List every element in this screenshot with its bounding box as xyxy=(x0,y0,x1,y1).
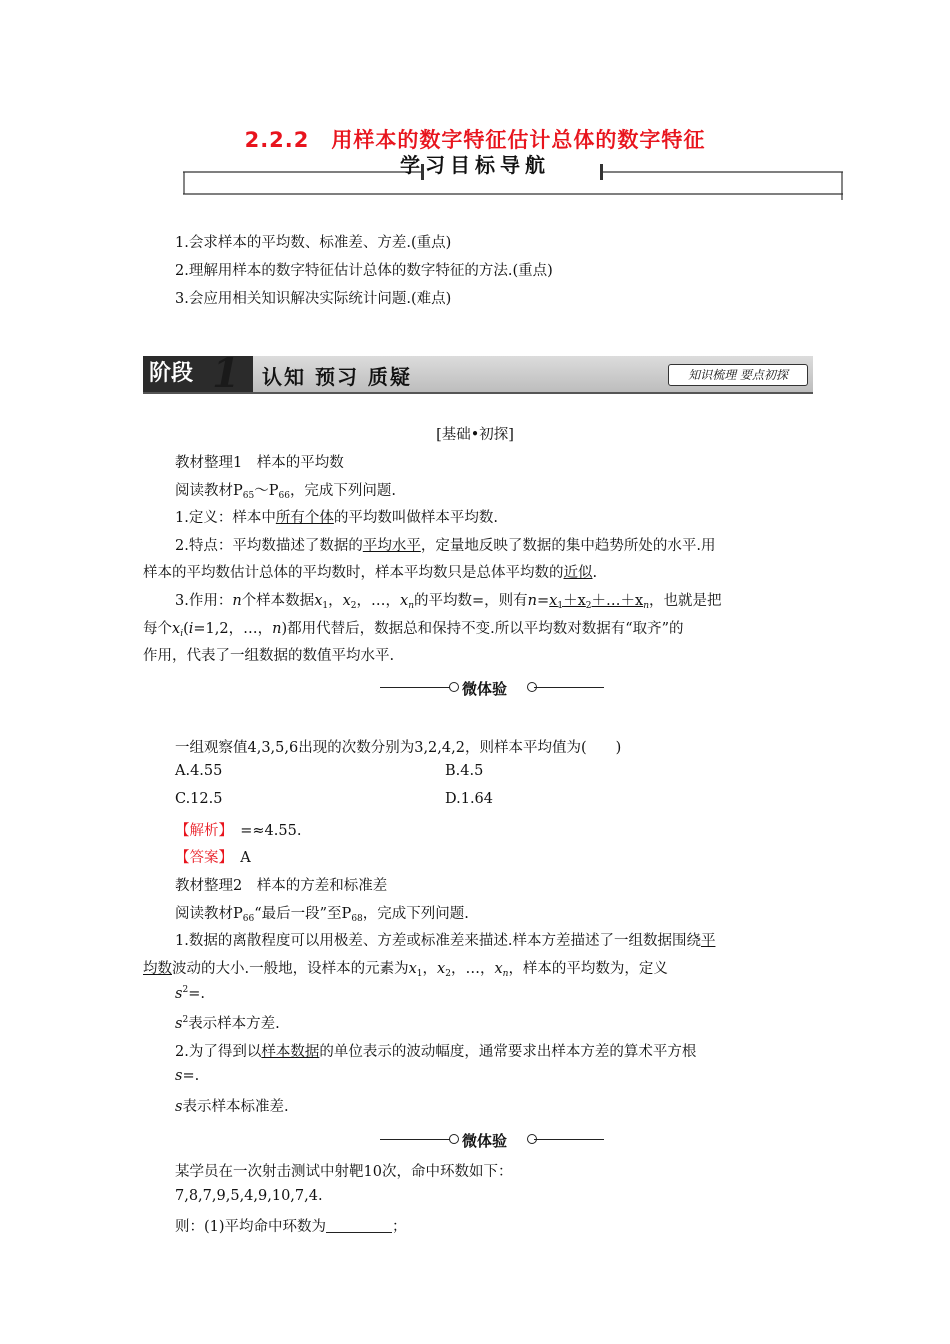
divider-line-left xyxy=(380,1139,452,1140)
q2-stem: 某学员在一次射击测试中射靶10次，命中环数如下： xyxy=(175,1164,513,1180)
s2-read: 阅读教材$P_{66}“$最后一段”至$P_{68}$，完成下列问题. xyxy=(175,906,469,924)
micro-label: 微体验 xyxy=(462,680,508,698)
s1-use: 3.作用：n个样本数据$x_1$，$x_2$，…，$x_n$的平均数=，则有$n=x_1+x_2+\dots+x_n$，也就是把 xyxy=(175,593,722,611)
micro-label: 微体验 xyxy=(462,1132,508,1150)
s2-p3: 2.为了得到以样本数据的单位表示的波动幅度，通常要求出样本方差的算术平方根 xyxy=(175,1044,697,1060)
s1-use-cont2: 作用，代表了一组数据的数值平均水平. xyxy=(143,648,395,664)
s1-use-cont: 每个$x_i(i=1,2$，…，n)都用代替后，数据总和保持不变.所以平均数对数据有“取齐”的 xyxy=(143,621,684,639)
q1-option-d: D.1.64 xyxy=(445,791,494,807)
answer-blank[interactable] xyxy=(326,1218,392,1233)
variance-formula: $s^2=$. xyxy=(175,985,205,1002)
answer-label: 【答案】 xyxy=(175,850,226,866)
s1-definition: 1.定义：样本中所有个体的平均数叫做样本平均数. xyxy=(175,510,498,526)
s2-heading: 教材整理2 样本的方差和标准差 xyxy=(175,878,388,894)
s1-heading: 教材整理1 样本的平均数 xyxy=(175,455,344,471)
q1-option-a: A.4.55 xyxy=(175,763,223,779)
s2-p1: 1.数据的离散程度可以用极差、方差或标准差来描述.样本方差描述了一组数据围绕平 xyxy=(175,933,716,949)
variance-desc: $s^2$表示样本方差. xyxy=(175,1015,280,1032)
goal-item: 1.会求样本的平均数、标准差、方差.(重点) xyxy=(175,235,452,251)
divider-dot-left xyxy=(449,1134,459,1144)
sd-desc: s表示样本标准差. xyxy=(175,1099,289,1115)
s1-read: 阅读教材$P_{65}\sim P_{66}$，完成下列问题. xyxy=(175,483,397,501)
q1-analysis: 【解析】 =≈4.55. xyxy=(175,823,302,839)
page-title: 2.2.2 用样本的数字特征估计总体的数字特征 xyxy=(244,128,706,152)
section-tag: [基础•初探] xyxy=(436,427,514,443)
stage-badge: 知识梳理 要点初探 xyxy=(668,364,808,386)
divider-dot-left xyxy=(449,682,459,692)
q2-data: 7,8,7,9,5,4,9,10,7,4. xyxy=(175,1188,323,1204)
q1-option-b: B.4.5 xyxy=(445,763,484,779)
q2-ask: 则：(1)平均命中环数为 ； xyxy=(175,1219,407,1235)
divider-line-right xyxy=(534,1139,604,1140)
stage-number: 1 xyxy=(212,350,240,397)
nav-label: 学习目标导航 xyxy=(400,153,550,177)
sd-formula: s=. xyxy=(175,1068,200,1084)
s1-feature: 2.特点：平均数描述了数据的平均水平，定量地反映了数据的集中趋势所处的水平.用 xyxy=(175,538,716,554)
goal-item: 3.会应用相关知识解决实际统计问题.(难点) xyxy=(175,291,452,307)
s2-p1-cont: 均数波动的大小.一般地，设样本的元素为$x_1$，$x_2$，…，$x_n$，样本的平均数为，定义 xyxy=(143,961,668,979)
q1-answer: 【答案】 A xyxy=(175,850,251,866)
stage-title: 认知 预习 质疑 xyxy=(262,365,412,389)
q1-option-c: C.12.5 xyxy=(175,791,223,807)
q1-stem: 一组观察值4,3,5,6出现的次数分别为3,2,4,2，则样本平均值为( ) xyxy=(175,740,622,756)
s1-feature-cont: 样本的平均数估计总体的平均数时，样本平均数只是总体平均数的近似. xyxy=(143,565,598,581)
goal-item: 2.理解用样本的数字特征估计总体的数字特征的方法.(重点) xyxy=(175,263,553,279)
divider-line-left xyxy=(380,687,452,688)
analysis-label: 【解析】 xyxy=(175,823,226,839)
stage-tag: 阶段 xyxy=(143,356,253,392)
divider-line-right xyxy=(534,687,604,688)
